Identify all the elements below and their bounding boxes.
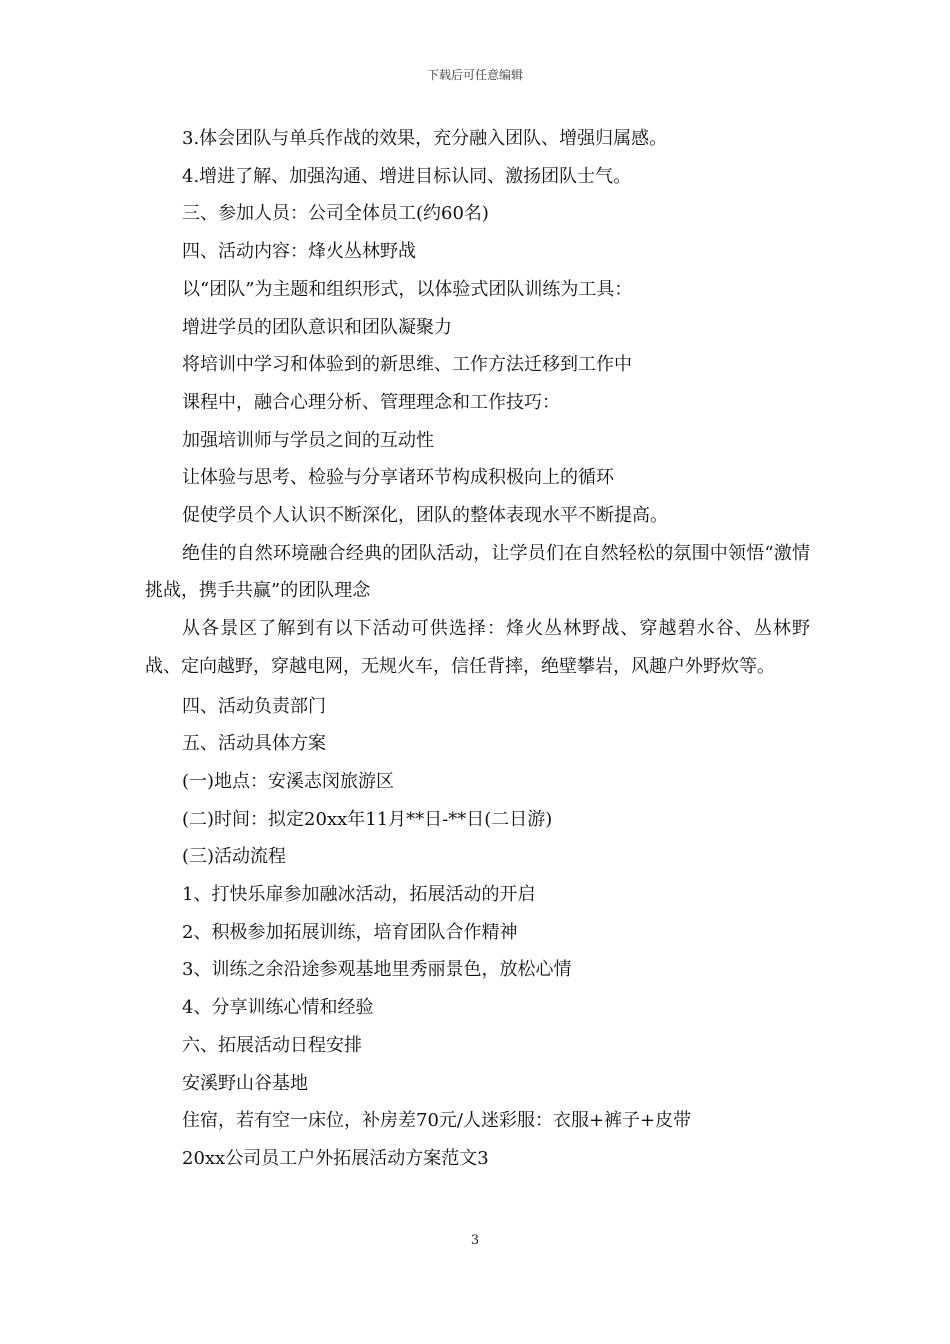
paragraph-15: 五、活动具体方案	[182, 733, 326, 755]
paragraph-19: 1、打快乐扉参加融冰活动，拓展活动的开启	[182, 884, 536, 906]
paragraph-1: 3.体会团队与单兵作战的效果，充分融入团队、增强归属感。	[182, 128, 668, 149]
page-number: 3	[470, 1233, 480, 1248]
page-header: 下载后可任意编辑	[426, 68, 523, 82]
paragraph-9: 加强培训师与学员之间的互动性	[182, 429, 434, 451]
paragraph-25: 住宿，若有空一床位，补房差70元/人迷彩服：衣服+裤子+皮带	[182, 1110, 692, 1132]
paragraph-18: (三)活动流程	[182, 846, 287, 868]
paragraph-26: 20xx公司员工户外拓展活动方案范文3	[182, 1147, 489, 1169]
paragraph-11: 促使学员个人认识不断深化，团队的整体表现水平不断提高。	[182, 505, 668, 527]
document-body	[145, 120, 810, 1178]
paragraph-16: (一)地点：安溪志闵旅游区	[182, 770, 395, 792]
paragraph-21: 3、训练之余沿途参观基地里秀丽景色，放松心情	[182, 959, 572, 981]
paragraph-3: 三、参加人员：公司全体员工(约60名)	[182, 203, 489, 225]
paragraph-23: 六、拓展活动日程安排	[182, 1034, 362, 1056]
paragraph-8: 课程中，融合心理分析、管理理念和工作技巧：	[182, 391, 560, 413]
paragraph-2: 4.增进了解、加强沟通、增进目标认同、激扬团队士气。	[182, 165, 632, 187]
paragraph-5: 以“团队”为主题和组织形式，以体验式团队训练为工具：	[182, 278, 633, 300]
paragraph-10: 让体验与思考、检验与分享诸环节构成积极向上的循环	[182, 467, 614, 489]
paragraph-20: 2、积极参加拓展训练，培育团队合作精神	[182, 921, 518, 943]
paragraph-12: 绝佳的自然环境融合经典的团队活动，让学员们在自然轻松的氛围中领悟“激情挑战，携手共赢”的团队理念	[145, 542, 810, 602]
paragraph-24: 安溪野山谷基地	[182, 1072, 308, 1094]
paragraph-17: (二)时间：拟定20xx年11月**日-**日(二日游)	[182, 808, 553, 830]
paragraph-13: 从各景区了解到有以下活动可供选择：烽火丛林野战、穿越碧水谷、丛林野战、定向越野，穿越电网，无规火车，信任背摔，绝壁攀岩，风趣户外野炊等。	[145, 618, 810, 677]
paragraph-14: 四、活动负责部门	[182, 695, 326, 717]
paragraph-4: 四、活动内容：烽火丛林野战	[182, 241, 416, 263]
paragraph-22: 4、分享训练心情和经验	[182, 997, 374, 1019]
paragraph-6: 增进学员的团队意识和团队凝聚力	[182, 316, 452, 338]
paragraph-7: 将培训中学习和体验到的新思维、工作方法迁移到工作中	[182, 354, 632, 376]
